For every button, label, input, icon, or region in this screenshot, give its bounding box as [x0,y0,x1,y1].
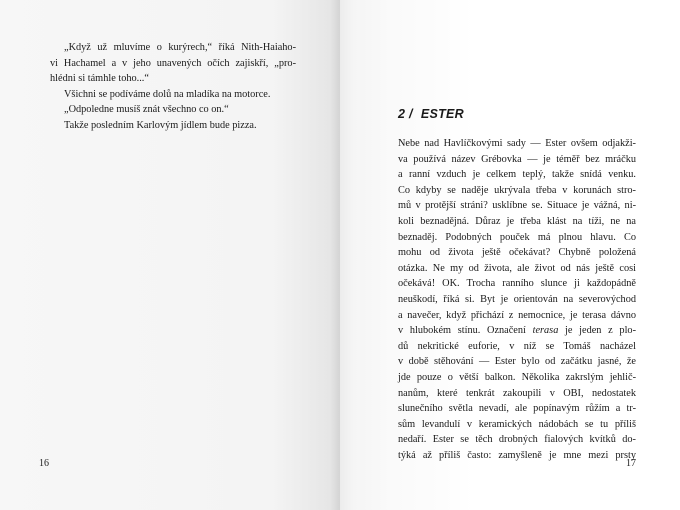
text-line: týká až příliš často: zamyšleně je mne mezi prsty [398,449,636,461]
text-line: mů v protější stráni? usklíbne se. Situace je vážná, ni- [398,200,636,212]
text-line: očekává! OK. Trocha ranního slunce ji každopádně [398,278,636,290]
text-line: v době stěhování — Ester bylo od začátku jasné, že [398,356,636,368]
text-fragment: v hlubokém stínu. Označení [398,325,533,337]
text-line: Nebe nad Havlíčkovými sady — Ester ovšem odjakži- [398,138,636,149]
text-line: koli beznadějná. Důraz je třeba klást na tíži, ne na [398,215,636,227]
text-line: nedaří. Ester se těch drobných fialových kvítků do- [398,434,636,446]
text-line: Takže posledním Karlovým jídlem bude pizza. [64,119,257,131]
chapter-heading [398,107,464,121]
text-line: neuškodí, říká si. Byt je orientován na severovýchod [398,293,636,305]
text-fragment: je jeden z plo- [558,325,637,337]
text-line: dů nekritické euforie, v níž se Tomáš nacházel [398,340,636,352]
right-page-text [398,136,636,463]
text-line: „Když už mluvíme o kurýrech,“ říká Nith-Haiaho- [64,42,296,53]
text-line: mohu od života ještě očekávat? Chybně položená [398,247,636,259]
text-line: beznaděj. Podobných pouček má plnou hlavu. Co [398,231,636,243]
text-line: Všichni se podíváme dolů na mladíka na motorce. [64,88,271,100]
text-line: Co kdyby se naděje ukrývala třeba v korunách stro- [398,184,636,196]
right-page [340,0,680,510]
chapter-number: 2 / [398,107,413,121]
text-line: va používá název Grébovka — je téměř bez mráčku [398,153,636,165]
text-line: sům levandulí v keramických nádobách se tu příliš [398,418,636,430]
left-page-text [50,40,296,134]
text-line: otázka. Ne my od života, ale život od nás ještě cosi [398,262,636,274]
text-line: jde pouze o větší balkon. Několika zakrslým jehlič- [398,371,636,383]
page-number-left: 16 [39,458,49,469]
text-line: slunečního světla nevadí, ale popínavým růžím a tr- [398,403,636,415]
text-line [398,323,636,339]
text-line: a ranní vzduch je celkem teplý, takže snídá venku. [398,169,636,181]
page-number-right: 17 [626,458,636,469]
text-line: „Odpoledne musíš znát všechno co on.“ [64,104,229,116]
text-line: nanům, které tenkrát zakoupili v OBI, nedostatek [398,387,636,399]
text-line: hlédni si támhle toho...“ [50,73,149,85]
text-line: vi Hachamel a v jeho unavených očích zajiskří, „pro- [50,57,296,69]
chapter-title: ESTER [420,107,464,121]
text-line: a navečer, když přichází z nemocnice, je terasa dávno [398,309,636,321]
italic-word: terasa [532,325,559,337]
